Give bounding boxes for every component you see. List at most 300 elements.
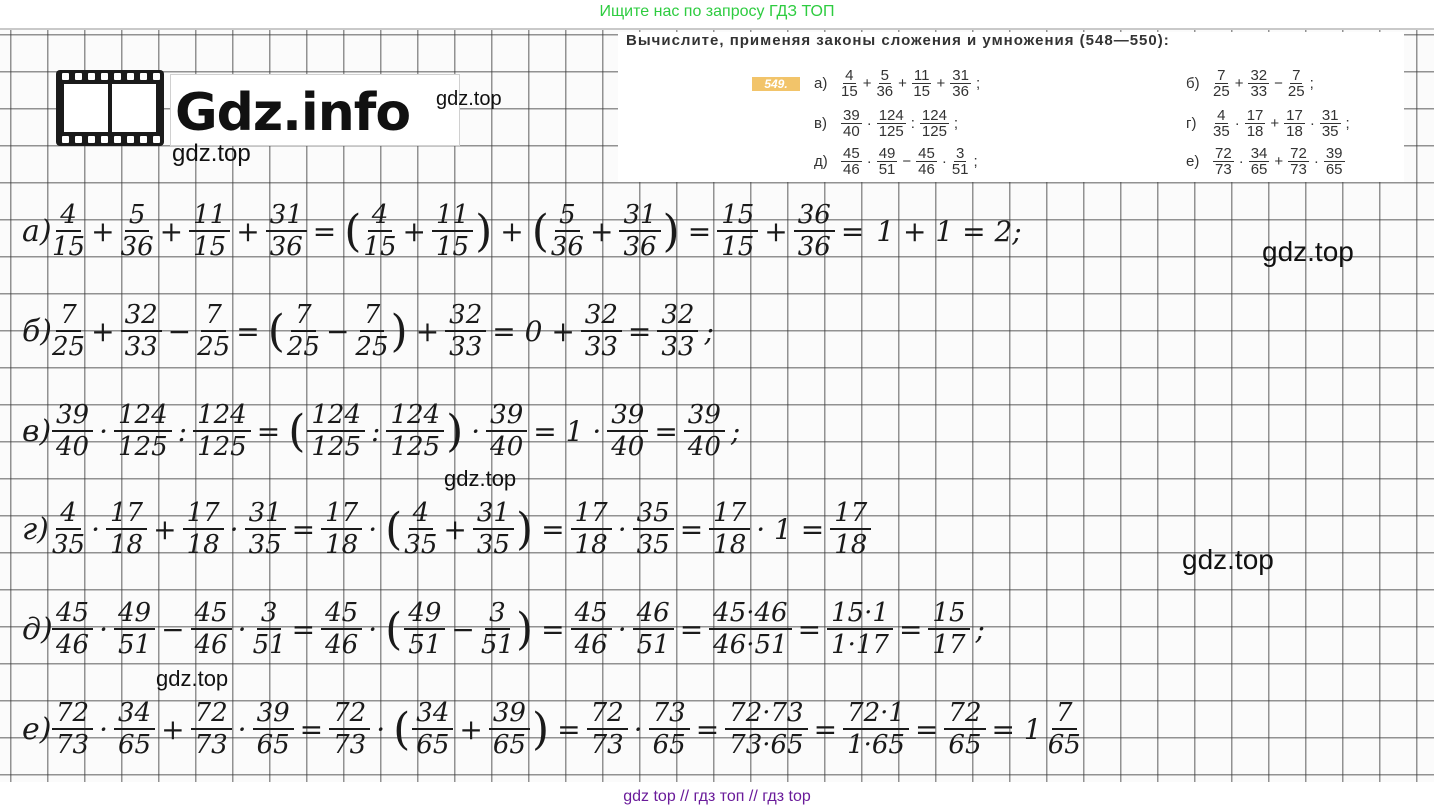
operator: ; [1345, 115, 1350, 132]
numerator: 15 [928, 598, 969, 630]
fraction [1324, 146, 1345, 177]
item-letter: в) [814, 115, 827, 132]
denominator: 125 [390, 432, 441, 462]
fraction [928, 598, 969, 660]
denominator: 40 [843, 123, 860, 140]
operator: ; [704, 314, 714, 348]
fraction [725, 698, 807, 760]
denominator: 25 [1287, 83, 1305, 100]
denominator: 18 [1246, 123, 1264, 140]
fraction [1245, 108, 1266, 139]
numerator: 17 [321, 498, 362, 530]
operator: · [1313, 153, 1319, 170]
denominator: 25 [197, 332, 231, 362]
fraction [432, 200, 473, 262]
fraction [1288, 146, 1309, 177]
fraction [1288, 68, 1305, 99]
parenthesis: ) [662, 205, 680, 257]
operator: = 1 [991, 712, 1042, 746]
denominator: 35 [248, 530, 282, 560]
item-letter: б) [1186, 75, 1200, 92]
operator: − [167, 314, 192, 348]
fraction [944, 698, 985, 760]
operator: = [813, 712, 838, 746]
fraction [253, 698, 294, 760]
operator: ; [1309, 75, 1314, 92]
solution-label: в) [22, 413, 52, 449]
numerator: 35 [633, 498, 674, 530]
numerator: 124 [193, 400, 251, 432]
solution-line [22, 396, 746, 466]
item-letter: е) [1186, 153, 1200, 170]
fraction [481, 598, 514, 660]
operator: + [443, 512, 467, 546]
operator: + [764, 214, 788, 248]
numerator: 17 [1246, 107, 1264, 124]
fraction [843, 698, 909, 760]
denominator: 65 [948, 730, 982, 760]
fraction [183, 498, 224, 560]
numerator: 15·1 [827, 598, 893, 630]
operator: + [91, 314, 115, 348]
operator: : [910, 115, 915, 132]
operator: − [902, 153, 912, 170]
fraction [912, 68, 932, 99]
operator: ; [730, 414, 741, 448]
denominator: 73 [56, 730, 90, 760]
numerator: 31 [245, 498, 286, 530]
denominator: 33 [124, 332, 158, 362]
denominator: 33 [449, 332, 483, 362]
operator: = [256, 414, 281, 448]
numerator: 3 [257, 598, 282, 630]
operator: = [679, 512, 704, 546]
operator: = [840, 214, 865, 248]
task-item [814, 146, 978, 177]
numerator: 17 [571, 498, 612, 530]
item-letter: а) [814, 75, 828, 92]
fraction [321, 498, 362, 560]
parenthesis: ( [267, 305, 285, 357]
denominator: 36 [797, 232, 831, 262]
fraction [52, 400, 93, 462]
numerator: 17 [183, 498, 224, 530]
fraction [121, 300, 162, 362]
numerator: 39 [1325, 145, 1343, 162]
solution-label: г) [22, 511, 49, 547]
numerator: 4 [368, 200, 393, 232]
operator: − [451, 612, 475, 646]
numerator: 72 [1290, 145, 1307, 162]
fraction [657, 300, 698, 362]
numerator: 3 [956, 145, 965, 162]
denominator: 65 [492, 730, 526, 760]
numerator: 17 [106, 498, 147, 530]
denominator: 36 [952, 83, 969, 100]
fraction [827, 598, 893, 660]
operator: · [368, 512, 378, 546]
operator: = [687, 214, 712, 248]
parenthesis: ( [531, 205, 549, 257]
operator: = [291, 512, 316, 546]
numerator: 32 [445, 300, 486, 332]
operator: · [237, 712, 247, 746]
fraction [1284, 108, 1305, 139]
numerator: 5 [125, 200, 150, 232]
numerator: 45 [843, 145, 860, 162]
denominator: 35 [404, 530, 438, 560]
numerator: 72 [944, 698, 985, 730]
footer-link[interactable]: gdz top [623, 788, 676, 805]
operator: + [862, 75, 872, 92]
bottom-bar [0, 783, 1434, 811]
denominator: 35 [636, 530, 670, 560]
denominator: 36 [623, 232, 657, 262]
operator: + [459, 712, 483, 746]
numerator: 7 [56, 300, 81, 332]
fraction [684, 400, 725, 462]
numerator: 49 [404, 598, 445, 630]
numerator: 45·46 [709, 598, 791, 630]
parenthesis: ) [446, 405, 464, 457]
search-promo-link[interactable]: Ищите нас по запросу ГДЗ ТОП [599, 3, 835, 20]
denominator: 15 [52, 232, 86, 262]
operator: + [1274, 153, 1284, 170]
denominator: 17 [932, 630, 966, 660]
operator: = [557, 712, 581, 746]
numerator: 73 [649, 698, 690, 730]
operator: · [1234, 115, 1240, 132]
numerator: 11 [913, 67, 930, 84]
operator: + [161, 712, 185, 746]
denominator: 73·65 [729, 730, 804, 760]
fraction [445, 300, 486, 362]
numerator: 72 [587, 698, 628, 730]
fraction [404, 498, 437, 560]
numerator: 45 [321, 598, 362, 630]
fraction [950, 68, 971, 99]
denominator: 25 [355, 332, 389, 362]
denominator: 125 [197, 432, 247, 462]
fraction [1248, 68, 1269, 99]
numerator: 72 [52, 698, 93, 730]
numerator: 45 [52, 598, 93, 630]
denominator: 18 [1286, 123, 1303, 140]
operator: = [914, 712, 939, 746]
operator: ; [975, 612, 985, 646]
fraction [253, 598, 286, 660]
denominator: 51 [951, 161, 969, 178]
fraction [1213, 68, 1230, 99]
fraction [197, 300, 230, 362]
parenthesis: ( [385, 503, 403, 555]
fraction [619, 200, 660, 262]
denominator: 46 [194, 630, 228, 660]
numerator: 34 [114, 698, 155, 730]
logo-text: Gdz.info [175, 83, 411, 143]
denominator: 51 [480, 630, 514, 660]
numerator: 45 [918, 145, 935, 162]
denominator: 25 [286, 332, 320, 362]
parenthesis: ( [393, 703, 411, 755]
item-letter: г) [1186, 115, 1197, 132]
operator: : [371, 414, 381, 448]
fraction [52, 200, 85, 262]
operator: : [177, 414, 188, 448]
operator: = [695, 712, 720, 746]
numerator: 39 [684, 400, 725, 432]
denominator: 35 [476, 530, 510, 560]
operator: = [236, 314, 260, 348]
operator: = 0 + [492, 314, 575, 348]
fraction [52, 498, 85, 560]
fraction [649, 698, 690, 760]
denominator: 65 [416, 730, 450, 760]
operator: · [229, 512, 239, 546]
denominator: 73 [194, 730, 228, 760]
operator: = [541, 512, 565, 546]
fraction [1213, 146, 1234, 177]
fraction [841, 146, 862, 177]
denominator: 18 [834, 530, 868, 560]
solution-label: е) [22, 711, 52, 747]
operator: + [936, 75, 946, 92]
numerator: 4 [409, 498, 434, 530]
operator: − [1274, 75, 1283, 92]
operator: ; [975, 75, 981, 92]
task-number-badge: 549. [752, 77, 800, 91]
denominator: 46 [918, 161, 935, 178]
denominator: 46 [574, 630, 608, 660]
fraction [841, 108, 862, 139]
logo-text-box [170, 74, 460, 146]
fraction [633, 598, 674, 660]
operator: + [500, 214, 524, 248]
footer-link[interactable]: гдз топ [693, 788, 745, 805]
numerator: 32 [121, 300, 162, 332]
operator: · [471, 414, 481, 448]
fraction [321, 598, 362, 660]
parenthesis: ) [475, 205, 493, 257]
operator: = [679, 612, 704, 646]
numerator: 7 [201, 300, 226, 332]
operator: = [627, 314, 652, 348]
denominator: 73 [333, 730, 367, 760]
operator: + [402, 214, 426, 248]
numerator: 15 [717, 200, 758, 232]
watermark: gdz.top [1262, 236, 1354, 267]
numerator: 7 [291, 300, 316, 332]
denominator: 65 [1325, 161, 1343, 178]
watermark: gdz.top [444, 466, 517, 491]
denominator: 46 [56, 630, 90, 660]
numerator: 72 [329, 698, 370, 730]
operator: · [866, 153, 872, 170]
fraction [114, 400, 172, 462]
denominator: 35 [1321, 123, 1339, 140]
numerator: 11 [432, 200, 473, 232]
fraction [189, 200, 230, 262]
denominator: 51 [878, 161, 896, 178]
operator: · [99, 712, 108, 746]
fraction [709, 598, 791, 660]
numerator: 124 [386, 400, 444, 432]
fraction [607, 400, 648, 462]
denominator: 46 [325, 630, 359, 660]
numerator: 39 [52, 400, 93, 432]
denominator: 125 [921, 123, 947, 140]
operator: + [589, 214, 614, 248]
operator: · 1 = [756, 512, 825, 546]
fraction [245, 498, 286, 560]
operator: = 1 · [533, 414, 602, 448]
fraction [709, 498, 750, 560]
operator: + [1234, 75, 1244, 92]
fraction [571, 598, 612, 660]
numerator: 32 [1250, 67, 1268, 84]
numerator: 36 [794, 200, 835, 232]
operator: · [633, 712, 643, 746]
numerator: 4 [56, 498, 81, 530]
fraction [876, 68, 893, 99]
fraction [121, 200, 154, 262]
denominator: 73 [590, 730, 624, 760]
fraction [1249, 146, 1270, 177]
footer-separator: // [680, 788, 690, 805]
operator: · [368, 612, 378, 646]
fraction [717, 200, 758, 262]
operator: · [376, 712, 386, 746]
fraction [114, 698, 155, 760]
site-logo[interactable] [56, 70, 460, 146]
fraction [489, 698, 530, 760]
textbook-task [618, 32, 1404, 182]
denominator: 40 [611, 432, 645, 462]
task-heading: Вычислите, применяя законы сложения и умножения (548—550): [626, 32, 1170, 49]
numerator: 5 [880, 67, 889, 84]
fraction [191, 698, 232, 760]
watermark: gdz.top [156, 666, 229, 691]
fraction [52, 598, 93, 660]
numerator: 31 [619, 200, 660, 232]
parenthesis: ) [515, 503, 534, 555]
denominator: 51 [636, 630, 670, 660]
solution-line [22, 694, 1081, 764]
operator: = [312, 214, 337, 248]
footer-link[interactable]: гдз top [762, 788, 811, 805]
denominator: 15 [193, 232, 227, 262]
solution-label: а) [22, 213, 52, 249]
top-bar [0, 0, 1434, 30]
fraction [551, 200, 584, 262]
fraction [830, 498, 871, 560]
denominator: 40 [490, 432, 524, 462]
operator: + [415, 314, 440, 348]
denominator: 40 [56, 432, 90, 462]
denominator: 36 [120, 232, 154, 262]
fraction [412, 698, 453, 760]
numerator: 32 [657, 300, 698, 332]
fraction [633, 498, 674, 560]
operator: ; [953, 115, 959, 132]
watermark: gdz.top [1182, 544, 1274, 575]
operator: = [541, 612, 565, 646]
numerator: 39 [486, 400, 527, 432]
operator: 1 + 1 = 2; [876, 214, 1022, 248]
numerator: 72 [1215, 145, 1232, 162]
numerator: 45 [571, 598, 612, 630]
operator: + [1270, 115, 1280, 132]
watermark: gdz.top [436, 88, 502, 110]
operator: = [898, 612, 923, 646]
numerator: 124 [114, 400, 172, 432]
numerator: 72 [191, 698, 232, 730]
numerator: 7 [360, 300, 385, 332]
parenthesis: ( [385, 603, 403, 655]
numerator: 45 [191, 598, 232, 630]
numerator: 17 [709, 498, 750, 530]
numerator: 4 [1217, 107, 1226, 124]
operator: · [1238, 153, 1244, 170]
fraction [266, 200, 307, 262]
numerator: 124 [921, 107, 947, 124]
operator: · [91, 512, 100, 546]
numerator: 46 [633, 598, 674, 630]
task-item [1186, 146, 1345, 177]
solution-label: б) [22, 313, 53, 349]
denominator: 33 [584, 332, 618, 362]
operator: − [161, 612, 185, 646]
solution-line [22, 196, 1028, 266]
denominator: 35 [52, 530, 86, 560]
denominator: 51 [118, 630, 152, 660]
numerator: 31 [266, 200, 307, 232]
denominator: 65 [1047, 730, 1081, 760]
operator: = [797, 612, 822, 646]
denominator: 15 [435, 232, 470, 262]
task-item [814, 108, 958, 139]
fraction [1213, 108, 1230, 139]
numerator: 72·1 [843, 698, 909, 730]
parenthesis: ( [344, 205, 362, 257]
denominator: 125 [311, 432, 361, 462]
numerator: 49 [114, 598, 155, 630]
fraction [193, 400, 251, 462]
numerator: 17 [1286, 107, 1303, 124]
fraction [363, 200, 396, 262]
denominator: 18 [325, 530, 359, 560]
numerator: 72·73 [725, 698, 807, 730]
parenthesis: ) [390, 305, 408, 357]
numerator: 49 [878, 145, 896, 162]
denominator: 51 [252, 630, 286, 660]
operator: − [325, 314, 350, 348]
numerator: 31 [952, 67, 969, 84]
fraction [571, 498, 612, 560]
operator: · [99, 414, 108, 448]
denominator: 40 [687, 432, 721, 462]
solution-line [22, 594, 991, 664]
operator: ; [973, 153, 978, 170]
fraction [52, 300, 85, 362]
denominator: 65 [652, 730, 686, 760]
denominator: 46·51 [713, 630, 788, 660]
denominator: 18 [110, 530, 144, 560]
denominator: 35 [1213, 123, 1230, 140]
numerator: 124 [878, 107, 904, 124]
fraction [877, 146, 898, 177]
fraction [287, 300, 320, 362]
